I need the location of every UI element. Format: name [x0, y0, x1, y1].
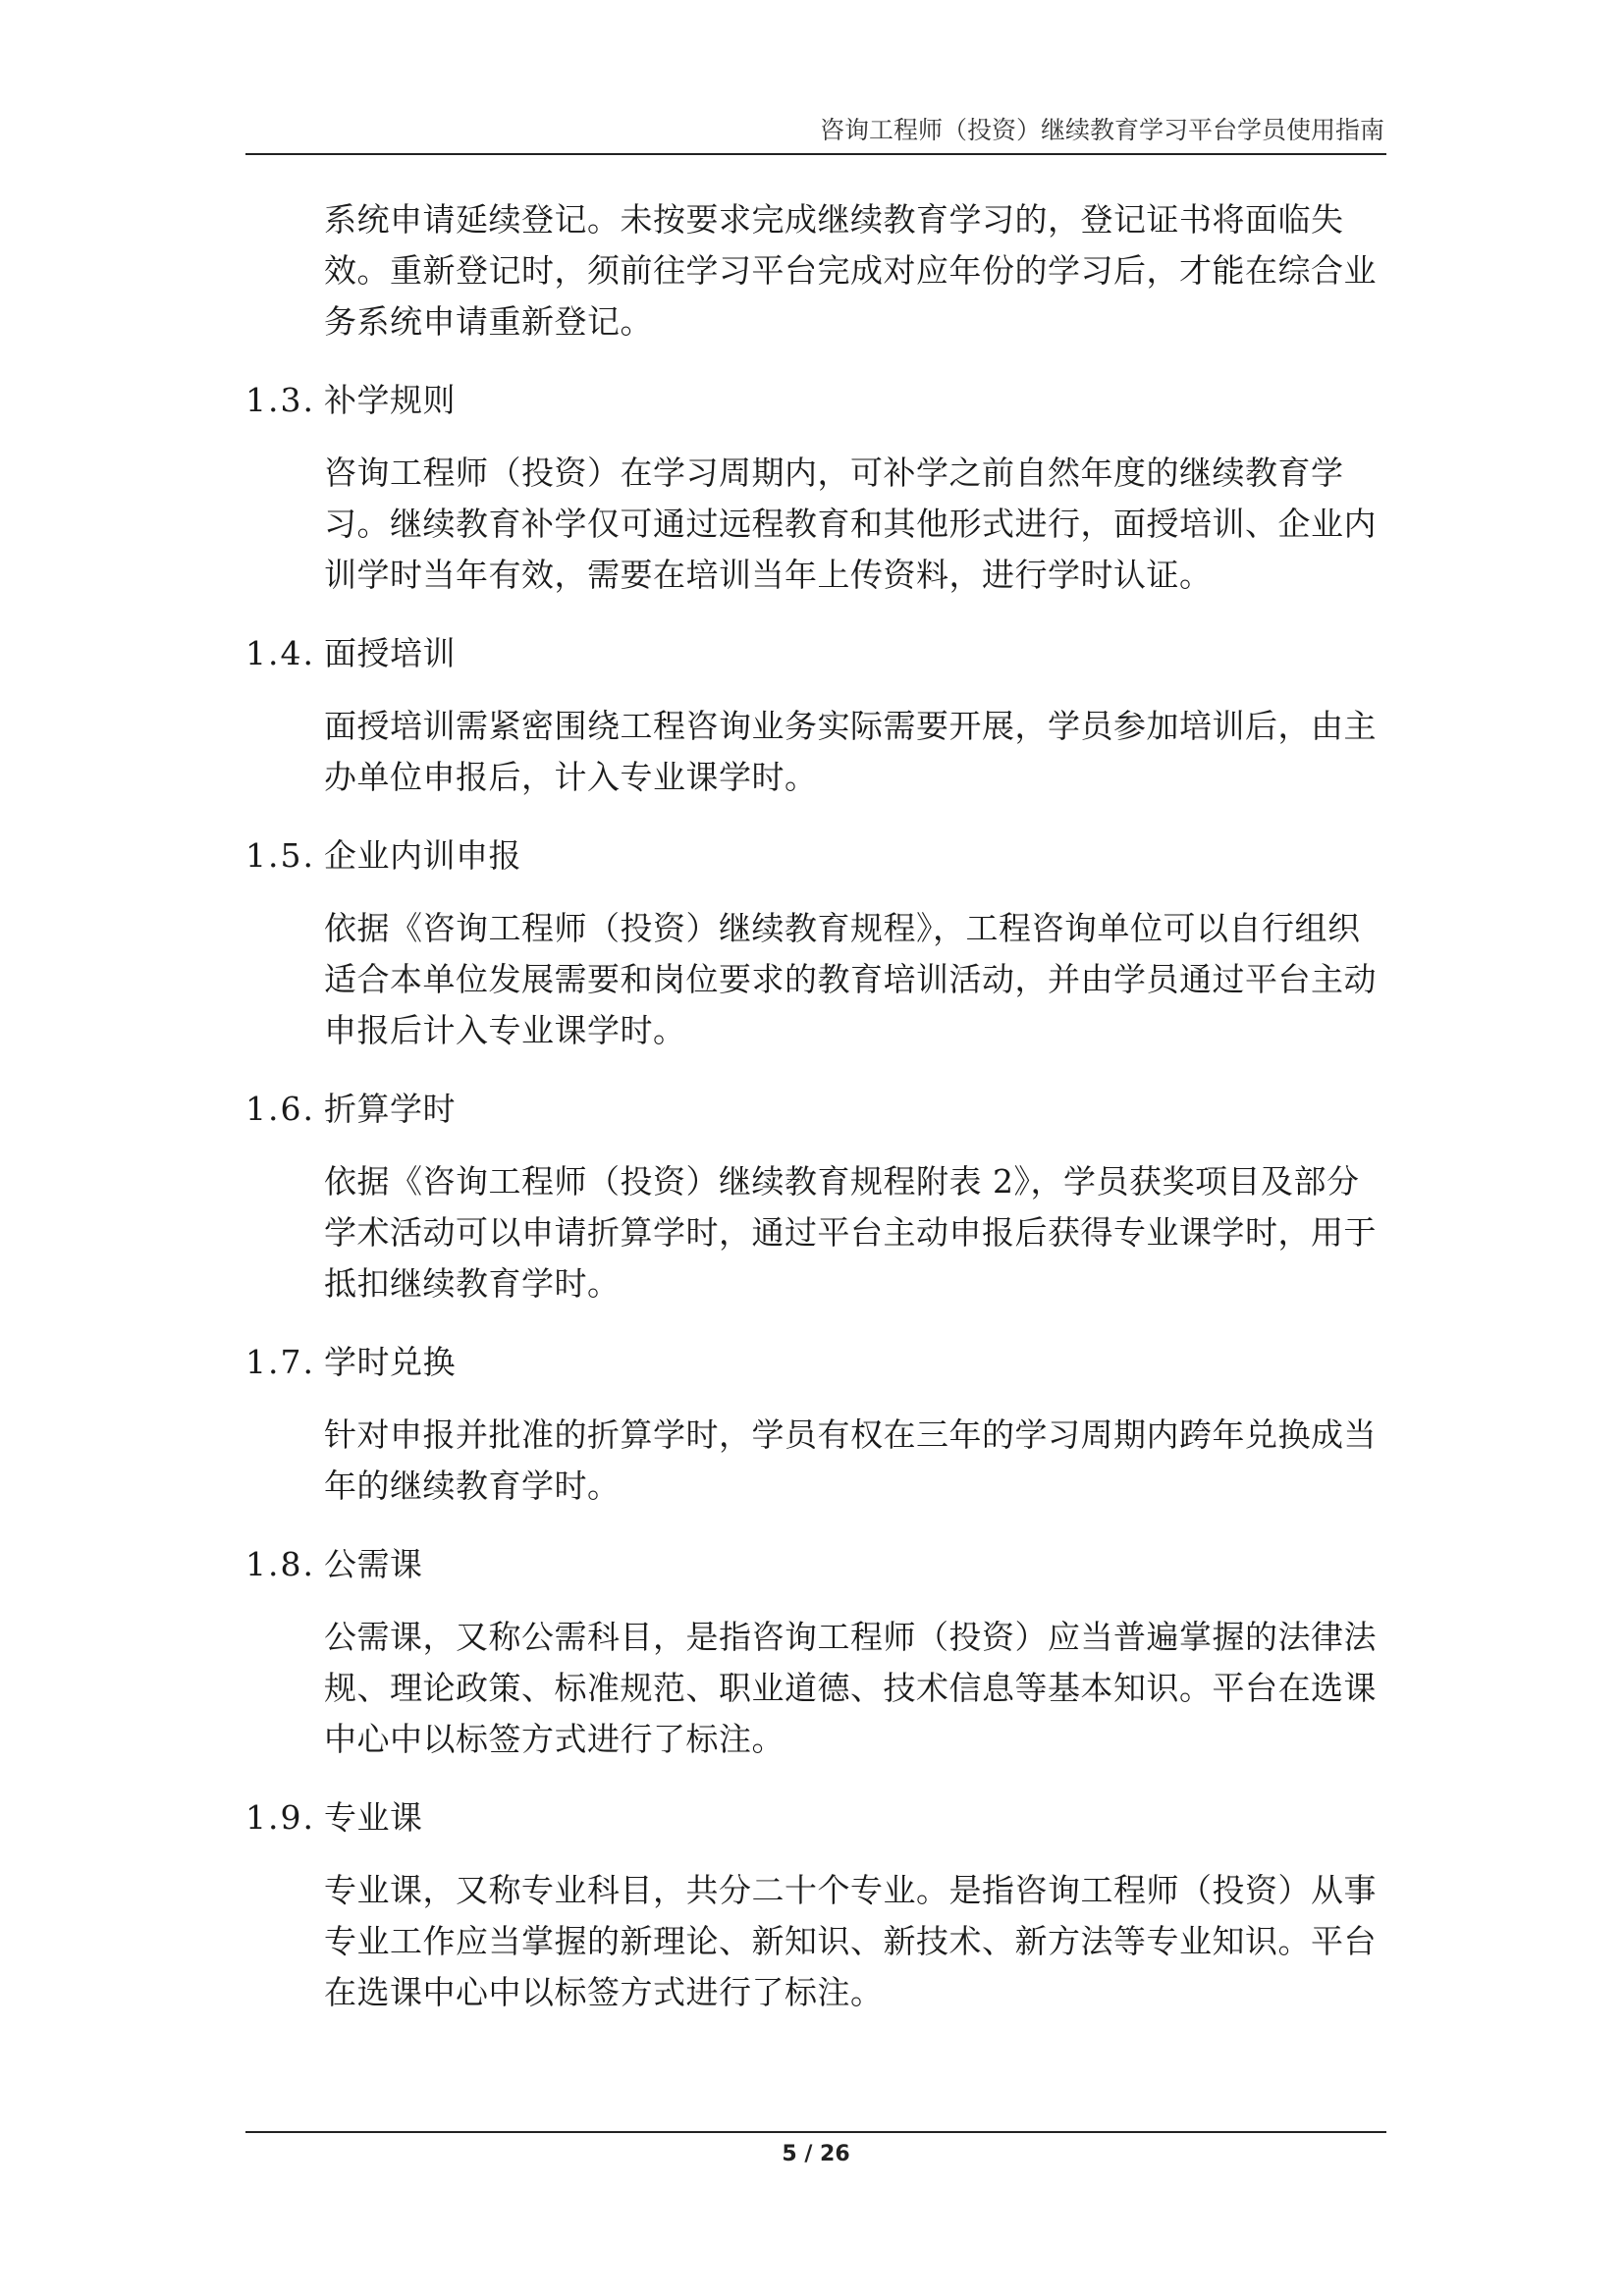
section-title: 学时兑换 [324, 1343, 456, 1381]
section-number: 1.4. [245, 634, 315, 672]
page-content [245, 194, 1386, 2046]
section-title: 折算学时 [324, 1090, 456, 1128]
section-heading [245, 375, 1386, 426]
section-body: 咨询工程师（投资）在学习周期内，可补学之前自然年度的继续教育学习。继续教育补学仅可通过远程教育和其他形式进行，面授培训、企业内训学时当年有效，需要在培训当年上传资料，进行学时认证。 [324, 454, 1377, 594]
section-heading [245, 1337, 1386, 1388]
section-body: 面授培训需紧密围绕工程咨询业务实际需要开展，学员参加培训后，由主办单位申报后，计入专业课学时。 [324, 707, 1377, 796]
section-1-3 [245, 375, 1386, 601]
section-heading [245, 1539, 1386, 1590]
section-title: 企业内训申报 [324, 836, 521, 875]
section-1-5 [245, 830, 1386, 1056]
section-number: 1.3. [245, 381, 315, 419]
page-header [245, 110, 1386, 155]
section-number: 1.5. [245, 836, 315, 875]
document-title: 咨询工程师（投资）继续教育学习平台学员使用指南 [819, 116, 1384, 144]
section-body: 针对申报并批准的折算学时，学员有权在三年的学习周期内跨年兑换成当年的继续教育学时。 [324, 1415, 1377, 1505]
section-title: 公需课 [324, 1545, 423, 1583]
intro-paragraph: 系统申请延续登记。未按要求完成继续教育学习的，登记证书将面临失效。重新登记时，须前往学习平台完成对应年份的学习后，才能在综合业务系统申请重新登记。 [324, 200, 1377, 341]
page-number: 5 / 26 [782, 2142, 850, 2166]
section-number: 1.8. [245, 1545, 315, 1583]
section-heading [245, 1792, 1386, 1843]
section-title: 面授培训 [324, 634, 456, 672]
section-heading [245, 1084, 1386, 1135]
section-1-8 [245, 1539, 1386, 1765]
section-heading [245, 628, 1386, 679]
section-body: 依据《咨询工程师（投资）继续教育规程》，工程咨询单位可以自行组织适合本单位发展需要和岗位要求的教育培训活动，并由学员通过平台主动申报后计入专业课学时。 [324, 909, 1377, 1049]
section-number: 1.6. [245, 1090, 315, 1128]
section-title: 补学规则 [324, 381, 456, 419]
section-title: 专业课 [324, 1798, 423, 1837]
section-number: 1.7. [245, 1343, 315, 1381]
section-1-9 [245, 1792, 1386, 2018]
section-body: 依据《咨询工程师（投资）继续教育规程附表 2》，学员获奖项目及部分学术活动可以申请折算学时，通过平台主动申报后获得专业课学时，用于抵扣继续教育学时。 [324, 1162, 1377, 1303]
section-number: 1.9. [245, 1798, 315, 1837]
section-heading [245, 830, 1386, 881]
footer-divider [245, 2131, 1386, 2133]
section-body: 专业课，又称专业科目，共分二十个专业。是指咨询工程师（投资）从事专业工作应当掌握的新理论、新知识、新技术、新方法等专业知识。平台在选课中心中以标签方式进行了标注。 [324, 1871, 1377, 2011]
section-body: 公需课，又称公需科目，是指咨询工程师（投资）应当普遍掌握的法律法规、理论政策、标准规范、职业道德、技术信息等基本知识。平台在选课中心中以标签方式进行了标注。 [324, 1618, 1377, 1758]
section-1-4 [245, 628, 1386, 803]
section-1-7 [245, 1337, 1386, 1512]
section-1-6 [245, 1084, 1386, 1309]
